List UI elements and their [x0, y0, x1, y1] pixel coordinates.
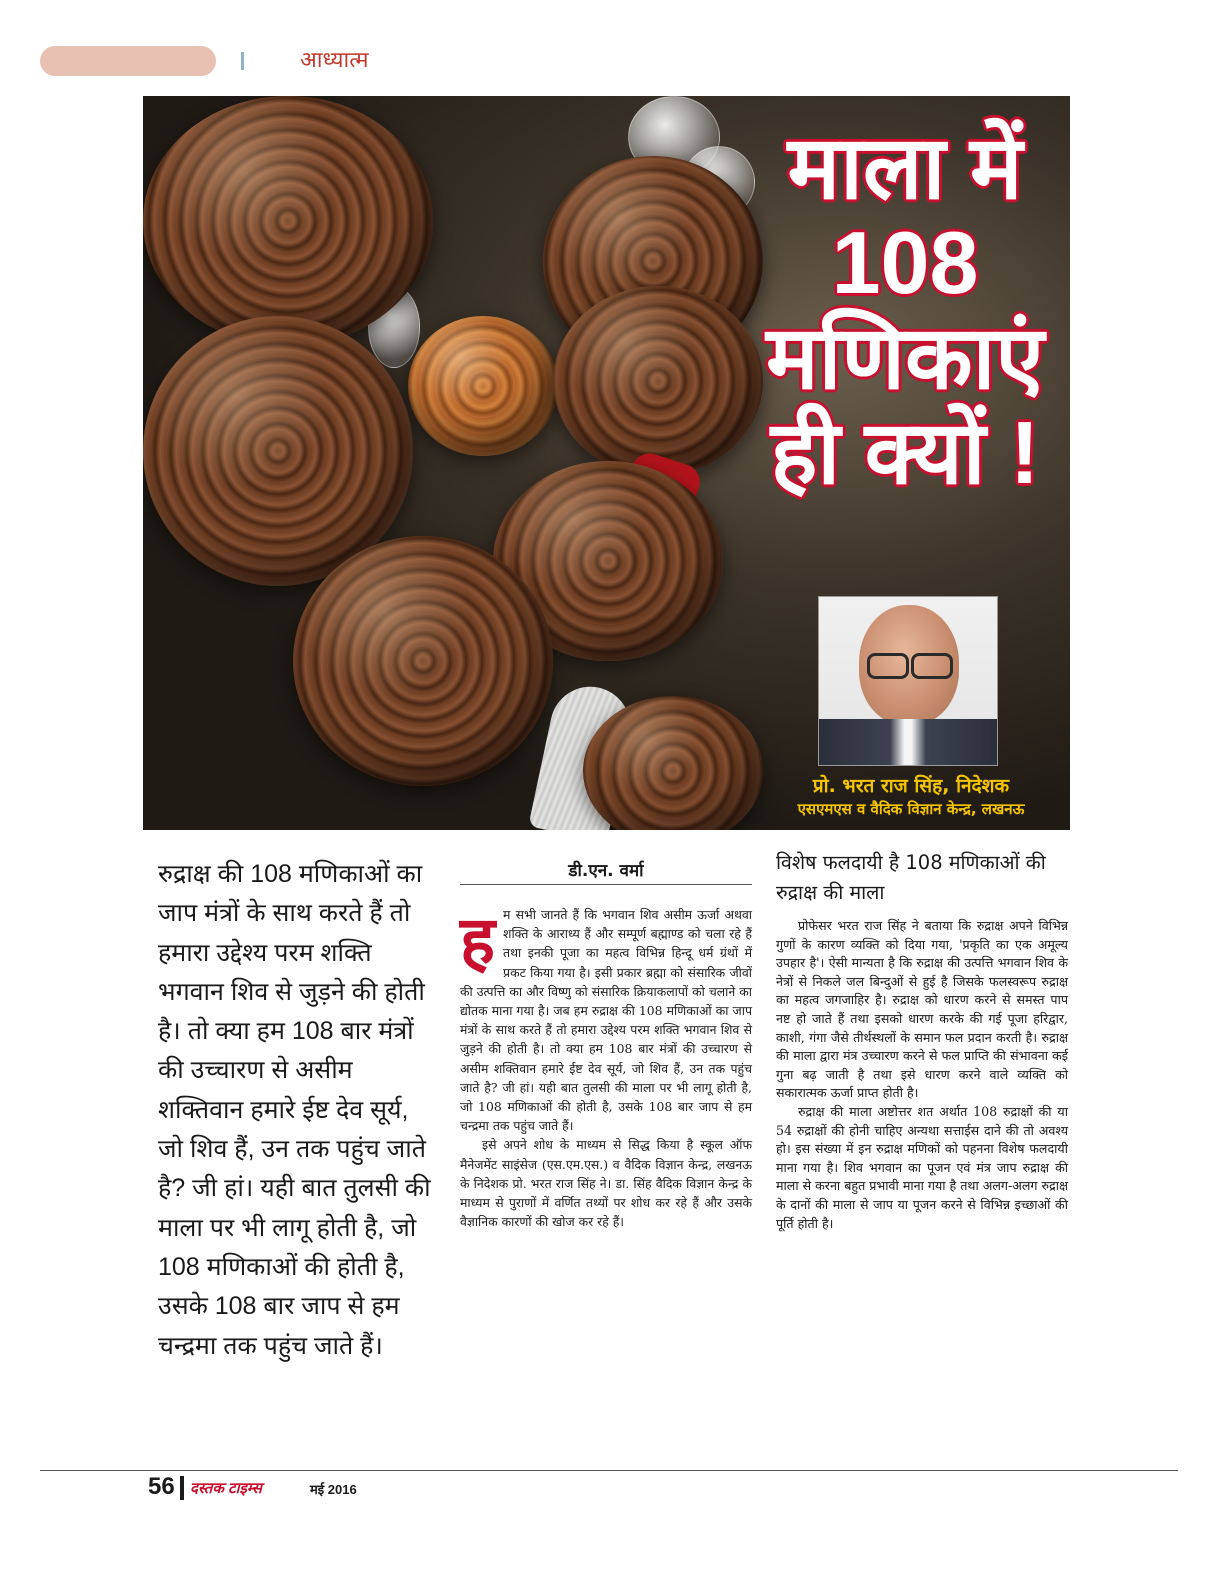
article-paragraph: म सभी जानते हैं कि भगवान शिव असीम ऊर्जा अथवा शक्ति के आराध्य हैं और सम्पूर्ण बह्माण्ड को चला रहे हैं तथा इनकी पूजा का महत्व विभिन्न हिन्दू धर्म ग्रंथों में प्रकट किया गया है। इसी प्रकार ब्रह्मा को संसारिक जीवों की उत्पत्ति का और विष्णु को संसारिक क्रियाकलापों को चलाने का द्योतक माना गया है। जब हम रुद्राक्ष की 108 मणिकाओं का जाप मंत्रों के साथ करते हैं तो हमारा उद्देश्य परम शक्ति भगवान शिव से जुड़ने की होती है। तो क्या हम 108 बार मंत्रों की उच्चारण से असीम शक्तिवान हमारे ईष्ट देव सूर्य, जो शिव हैं, उन तक पहुंच जाते है? जी हां। यही बात तुलसी की माला पर भी लागू होती है, जो 108 मणिकाओं की होती है, उसके 108 बार जाप से हम चन्द्रमा तक पहुंच जाते हैं। — [460, 907, 752, 1134]
rudraksha-bead — [583, 696, 763, 830]
portrait-caption-name: प्रो. भरत राज सिंह, निदेशक — [812, 775, 1010, 797]
byline: डी.एन. वर्मा — [568, 861, 644, 881]
article-column-2 — [460, 905, 752, 1231]
portrait-caption-org: एसएमएस व वैदिक विज्ञान केन्द्र, लखनऊ — [797, 800, 1025, 818]
drop-cap: ह — [460, 903, 496, 977]
headline-line: ही क्यों ! — [770, 403, 1040, 503]
article-paragraph: प्रोफेसर भरत राज सिंह ने बताया कि रुद्राक्ष अपने विभिन्न गुणों के कारण व्यक्ति को दिया गया, 'प्रकृति का एक अमूल्य उपहार है'। ऐसी मान्यता है कि रुद्राक्ष की उत्पत्ति भगवान शिव के नेत्रों से निकले जल बिन्दुओं से हुई है जिसके फलस्वरूप रुद्राक्ष का महत्व जगजाहिर है। रुद्राक्ष को धारण करने से समस्त पाप नष्ट हो जाते हैं तथा इसको धारण करके की गई पूजा हरिद्वार, काशी, गंगा जैसे तीर्थस्थलों के समान फल प्रदान करती है। रुद्राक्ष की माला द्वारा मंत्र उच्चारण करने से फल प्राप्ति की संभावना कई गुना बढ़ जाती है तथा इसे धारण करने वाले व्यक्ति को सकारात्मक ऊर्जा प्राप्त होती है। — [776, 918, 1068, 1101]
author-portrait — [818, 596, 998, 766]
subheading: विशेष फलदायी है 108 मणिकाओं की रुद्राक्ष की माला — [776, 851, 1046, 904]
rudraksha-bead — [408, 316, 558, 456]
page-number: 56 — [148, 1473, 175, 1500]
hero-image — [143, 96, 1070, 830]
rudraksha-bead — [293, 536, 553, 786]
rudraksha-bead — [143, 96, 433, 346]
magazine-logo: दस्तक टाइम्स — [190, 1480, 262, 1497]
issue-date: मई 2016 — [310, 1482, 357, 1497]
footer-bar — [180, 1476, 184, 1500]
headline-line: मणिकाएं — [765, 308, 1045, 408]
headline-line: 108 — [831, 213, 979, 313]
footer-rule — [40, 1470, 1178, 1471]
byline-rule — [460, 884, 752, 885]
headline-line: माला में — [787, 118, 1023, 217]
article-column-3 — [776, 917, 1068, 1233]
section-label: आध्यात्म — [300, 48, 369, 73]
article-paragraph: इसे अपने शोध के माध्यम से सिद्ध किया है स्कूल ऑफ मैनेजमेंट साइंसेज (एस.एम.एस.) व वैदिक विज्ञान केन्द्र, लखनऊ के निदेशक प्रो. भरत राज सिंह ने। डा. सिंह वैदिक विज्ञान केन्द्र के माध्यम से पुराणों में वर्णित तथ्यों पर शोध कर रहे हैं और उसके वैज्ञानिक कारणों की खोज कर रहे हैं। — [460, 1137, 752, 1230]
glasses-icon — [867, 653, 953, 675]
header-separator — [241, 52, 244, 70]
portrait-suit — [819, 719, 997, 765]
rudraksha-bead — [553, 286, 763, 476]
article-paragraph: रुद्राक्ष की माला अष्टोत्तर शत अर्थात 108 रुद्राक्षों की या 54 रुद्राक्षों की होनी चाहिए अन्यथा सत्ताईस दाने की तो अवश्य हो। इस संख्या में इन रुद्राक्ष मणिकों को पहनना विशेष फलदायी माना गया है। शिव भगवान का पूजन एवं मंत्र जाप रुद्राक्ष की माला से करना बहुत प्रभावी माना गया है तथा अलग-अलग रुद्राक्ष के दानों की माला से जाप या पूजन करने से विभिन्न इच्छाओं की पूर्ति होती है। — [776, 1103, 1068, 1231]
headline — [755, 118, 1055, 503]
header-pill — [40, 46, 216, 76]
pull-quote: रुद्राक्ष की 108 मणिकाओं का जाप मंत्रों के साथ करते हैं तो हमारा उद्देश्य परम शक्ति भगवान शिव से जुड़ने की होती है। तो क्या हम 108 बार मंत्रों की उच्चारण से असीम शक्तिवान हमारे ईष्ट देव सूर्य, जो शिव हैं, उन तक पहुंच जाते है? जी हां। यही बात तुलसी की माला पर भी लागू होती है, जो 108 मणिकाओं की होती है, उसके 108 बार जाप से हम चन्द्रमा तक पहुंच जाते हैं। — [158, 860, 431, 1360]
